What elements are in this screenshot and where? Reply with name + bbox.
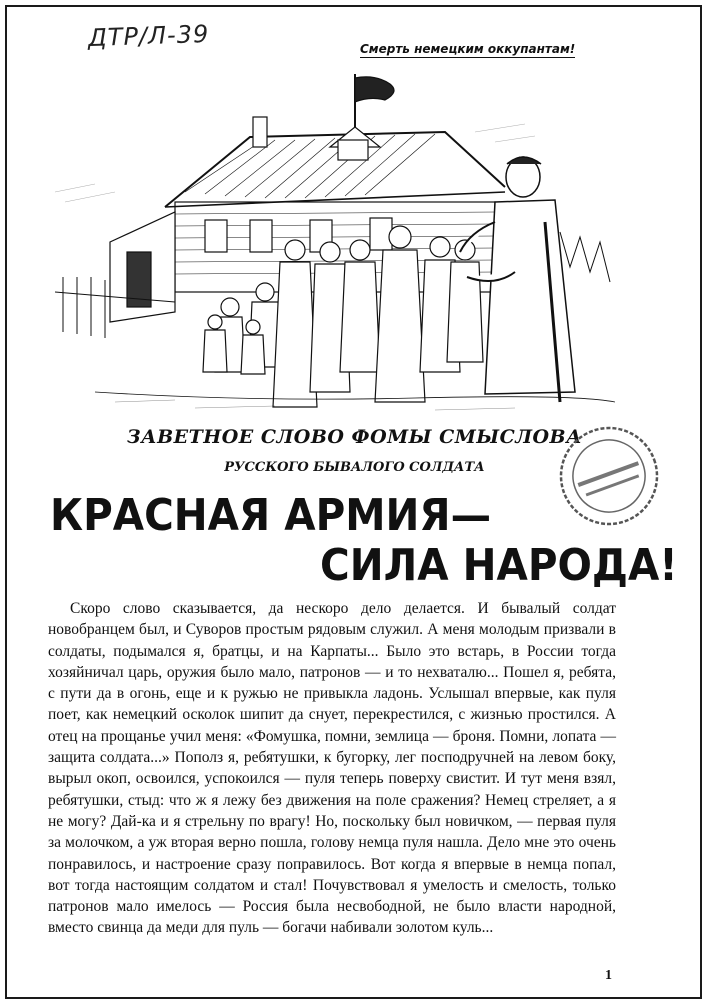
window [250,220,272,252]
body-paragraph: Скоро слово сказывается, да нескоро дело делается. И бывалый солдат новобранцем был, и Суворов простым рядовым служил. А меня молодым призвали в солдаты, подымался я, братцы, и на Карпаты... Было это встарь, в России тогда хозяйничал царь, оружия было мало, патронов — и то нехваталю... Пошел я, ребята, с пути да в огонь, еще и к ружью не привыкла ладонь. Услышал впервые, как пуля поет, как немецкий осколок шипит да снует, перекрестился, с жизнью простился. А отец на прощанье учил меня: «Фомушка, помни, землица — броня. Помни, лопата — защита солдата...» Пополз я, ребятушки, к бугорку, лег посподручней на левом боку, вырыл окоп, освоился, успокоился — пуля теперь поверху свистит. И тут меня взял, ребятушки, стыд: что ж я лежу без движения на поле сражения? Немец стреляет, а я не могу? Дай-ка и я стрельну по врагу! Но, поскольку был новичком, — первая пуля за молочком, а уж вторая верно пошла, голову немца пуля нашла. Дело мне это очень понравилось, и настроение сразу поправилось. Вот когда я впервые в немца попал, вот тогда настоящим солдатом и стал! Почувствовал я умелость и смелость, только патронов мало имелось — Россия была несвободной, не было власти народной, вместо свинца да меди для пуль — богачи набивали золотом куль... [48,600,616,937]
library-stamp [555,422,663,530]
red-flag [355,77,394,102]
village-illustration [55,72,615,414]
trees [560,232,610,282]
page-number: 1 [605,968,612,983]
chimney [253,117,267,147]
subtitle-main: ЗАВЕТНОЕ СЛОВО ФОМЫ СМЫСЛОВА [126,426,583,448]
headline-line-2: СИЛА НАРОДА! [320,540,678,591]
window [205,220,227,252]
window [370,218,392,250]
archive-mark: ДТР/Л-39 [87,19,210,53]
subtitle-secondary: РУССКОГО БЫВАЛОГО СОЛДАТА [224,460,485,475]
slogan: Смерть немецким оккупантам! [360,42,576,56]
crowd [215,226,483,407]
roof-hatching [185,134,435,198]
headline-line-1: КРАСНАЯ АРМИЯ— [50,490,492,541]
